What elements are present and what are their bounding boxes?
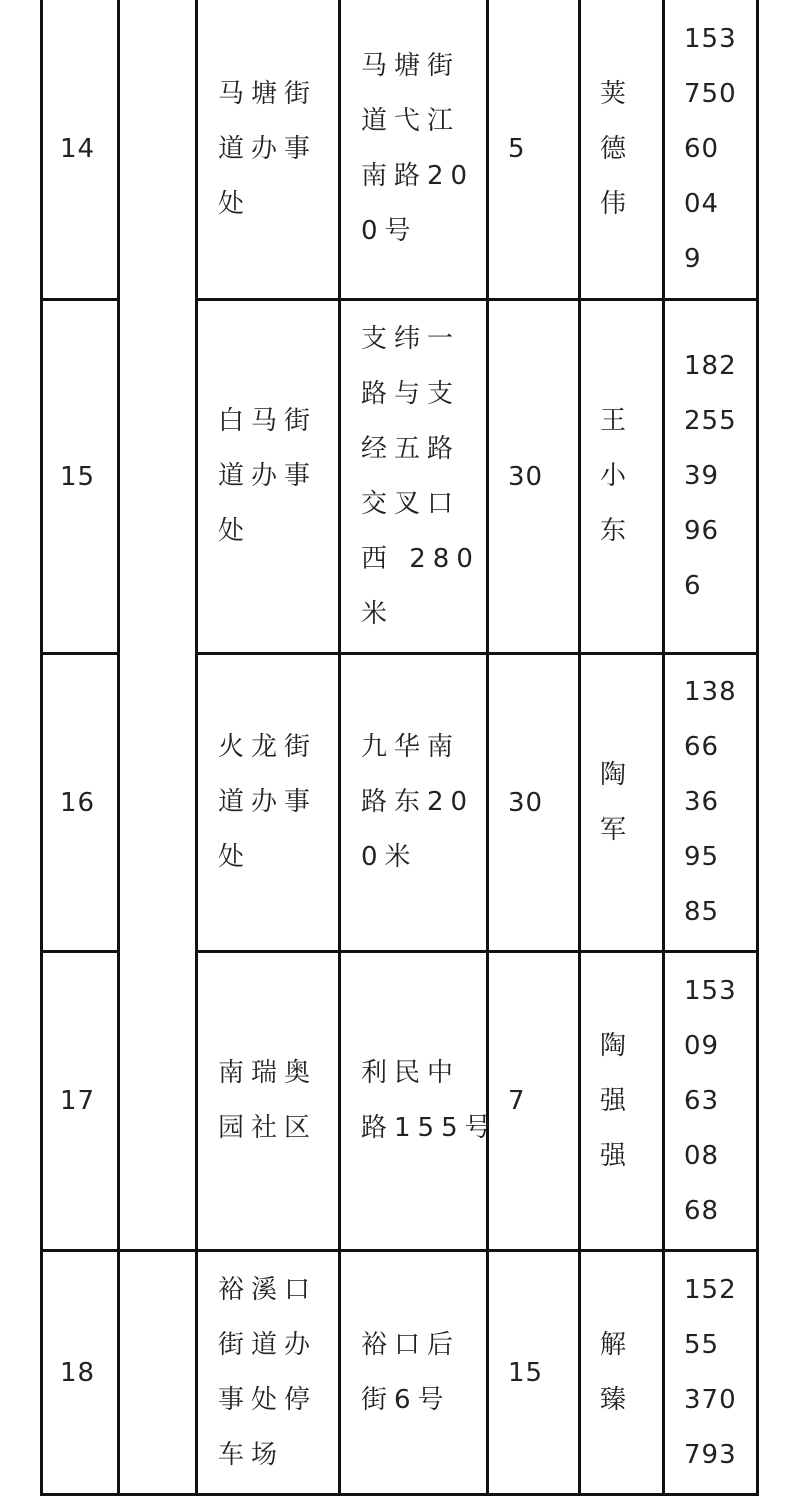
cell-text-line: 裕口后 bbox=[361, 1329, 461, 1360]
contact-person bbox=[600, 1019, 633, 1184]
cell-text-line: 解 bbox=[600, 1329, 634, 1360]
address bbox=[361, 39, 474, 259]
col-line bbox=[195, 0, 198, 1496]
cell-text-line: 55 bbox=[684, 1329, 720, 1360]
cell-text-line: 138 bbox=[684, 677, 737, 707]
space-count: 15 bbox=[508, 1357, 544, 1388]
cell-text-line: 白马街 bbox=[218, 406, 318, 436]
cell-text-line: 255 bbox=[684, 406, 737, 436]
cell-text-line: 利民中 bbox=[361, 1058, 461, 1088]
cell-text-line: 德 bbox=[600, 133, 634, 164]
cell-text-line: 0号 bbox=[361, 216, 418, 246]
contact-person bbox=[600, 748, 633, 858]
row-number: 15 bbox=[60, 461, 96, 492]
col-line bbox=[662, 0, 665, 1496]
col-line bbox=[338, 0, 341, 1496]
cell-text-line: 路东20 bbox=[361, 787, 475, 817]
cell-text-line: 152 bbox=[684, 1274, 737, 1305]
cell-text-line: 米 bbox=[361, 598, 395, 629]
cell-text-line: 63 bbox=[684, 1085, 720, 1116]
space-count: 30 bbox=[508, 461, 544, 492]
office-name bbox=[218, 720, 317, 885]
address bbox=[361, 312, 480, 642]
cell-text-line: 9 bbox=[684, 243, 702, 274]
cell-text-line: 153 bbox=[684, 23, 737, 54]
col-line bbox=[117, 0, 120, 1496]
cell-text-line: 793 bbox=[684, 1439, 737, 1470]
cell-text-line: 09 bbox=[684, 1030, 720, 1061]
space-count: 30 bbox=[508, 787, 544, 818]
cell-text-line: 路与支 bbox=[361, 378, 461, 409]
phone bbox=[684, 665, 737, 940]
cell-text-line: 6 bbox=[684, 571, 702, 601]
cell-text-line: 军 bbox=[600, 814, 634, 845]
office-name bbox=[218, 1046, 317, 1156]
office-name bbox=[218, 394, 317, 559]
cell-text-line: 交叉口 bbox=[361, 488, 461, 519]
cell-text-line: 153 bbox=[684, 975, 737, 1006]
row-number: 14 bbox=[60, 134, 96, 164]
cell-text-line: 强 bbox=[600, 1085, 634, 1116]
space-count: 7 bbox=[508, 1086, 526, 1116]
cell-text-line: 园社区 bbox=[218, 1113, 318, 1143]
cell-text-line: 事处停 bbox=[218, 1384, 318, 1415]
space-count: 5 bbox=[508, 134, 526, 164]
cell-text-line: 火龙街 bbox=[218, 732, 318, 762]
cell-text-line: 处 bbox=[218, 516, 252, 546]
col-line bbox=[40, 0, 43, 1496]
cell-text-line: 陶 bbox=[600, 1030, 634, 1061]
cell-text-line: 750 bbox=[684, 78, 737, 109]
contact-person bbox=[600, 394, 633, 559]
cell-text-line: 道弋江 bbox=[361, 106, 461, 136]
phone bbox=[684, 964, 737, 1239]
cell-text-line: 街6号 bbox=[361, 1384, 451, 1415]
cell-text-line: 08 bbox=[684, 1140, 720, 1171]
cell-text-line: 伟 bbox=[600, 188, 634, 219]
cell-text-line: 96 bbox=[684, 516, 720, 546]
cell-text-line: 九华南 bbox=[361, 732, 461, 762]
cell-text-line: 路155号 bbox=[361, 1113, 498, 1143]
cell-text-line: 裕溪口 bbox=[218, 1274, 318, 1305]
cell-text-line: 西 280 bbox=[361, 543, 480, 574]
cell-text-line: 182 bbox=[684, 351, 737, 381]
cell-text-line: 荚 bbox=[600, 78, 634, 109]
phone bbox=[684, 339, 737, 614]
cell-text-line: 陶 bbox=[600, 759, 634, 790]
col-line bbox=[756, 0, 759, 1496]
cell-text-line: 南路20 bbox=[361, 161, 475, 191]
office-name bbox=[218, 1263, 317, 1483]
cell-text-line: 60 bbox=[684, 133, 720, 164]
row-number: 16 bbox=[60, 787, 96, 818]
cell-text-line: 道办事 bbox=[218, 461, 318, 491]
row-number: 18 bbox=[60, 1357, 96, 1388]
cell-text-line: 道办事 bbox=[218, 133, 318, 164]
cell-text-line: 臻 bbox=[600, 1384, 634, 1415]
cell-text-line: 王 bbox=[600, 406, 634, 436]
office-name bbox=[218, 67, 317, 232]
contact-person bbox=[600, 67, 633, 232]
address bbox=[361, 720, 474, 885]
cell-text-line: 车场 bbox=[218, 1439, 285, 1470]
cell-text-line: 强 bbox=[600, 1140, 634, 1171]
phone bbox=[684, 12, 737, 287]
cell-text-line: 0米 bbox=[361, 842, 418, 872]
cell-text-line: 68 bbox=[684, 1195, 720, 1226]
cell-text-line: 66 bbox=[684, 732, 720, 762]
cell-text-line: 道办事 bbox=[218, 787, 318, 817]
contact-person bbox=[600, 1318, 633, 1428]
cell-text-line: 支纬一 bbox=[361, 323, 461, 354]
cell-text-line: 95 bbox=[684, 842, 720, 872]
cell-text-line: 39 bbox=[684, 461, 720, 491]
cell-text-line: 东 bbox=[600, 516, 634, 546]
cell-text-line: 36 bbox=[684, 787, 720, 817]
col-line bbox=[486, 0, 489, 1496]
cell-text-line: 马塘街 bbox=[218, 78, 318, 109]
col-line bbox=[578, 0, 581, 1496]
phone bbox=[684, 1263, 737, 1483]
cell-text-line: 处 bbox=[218, 188, 252, 219]
address bbox=[361, 1318, 460, 1428]
cell-text-line: 马塘街 bbox=[361, 51, 461, 81]
row-number: 17 bbox=[60, 1086, 96, 1116]
cell-text-line: 370 bbox=[684, 1384, 737, 1415]
cell-text-line: 经五路 bbox=[361, 433, 461, 464]
cell-text-line: 街道办 bbox=[218, 1329, 318, 1360]
cell-text-line: 04 bbox=[684, 188, 720, 219]
cell-text-line: 85 bbox=[684, 897, 720, 927]
address bbox=[361, 1046, 498, 1156]
cell-text-line: 南瑞奥 bbox=[218, 1058, 318, 1088]
cell-text-line: 处 bbox=[218, 842, 252, 872]
cell-text-line: 小 bbox=[600, 461, 634, 491]
